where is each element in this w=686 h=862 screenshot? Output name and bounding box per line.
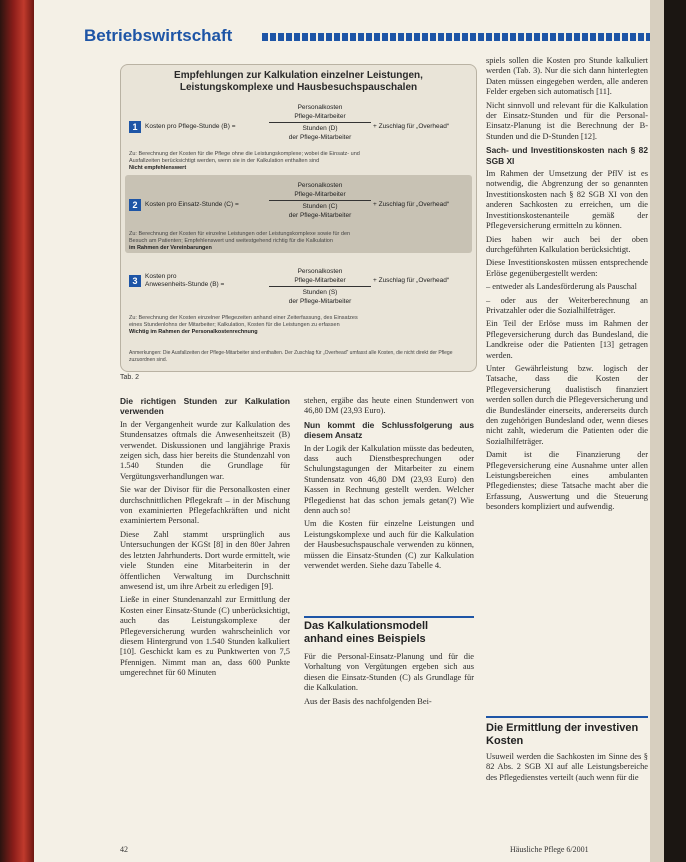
text-column-3 (486, 56, 648, 700)
page-number: 42 (120, 845, 128, 854)
paragraph: Um die Kosten für einzelne Leistungen und Leistungskomplexe und auch für die Kalkulation der Hausbesuchspauschale verwenden zu können, müssen die Einsatz-Stunden (C) zur Kalkulation verwendet werden. Siehe dazu Tabelle 4. (304, 519, 474, 571)
paragraph: Aus der Basis des nachfolgenden Bei- (304, 696, 432, 706)
subheading: Nun kommt die Schlussfolgerung aus diesem Ansatz (304, 419, 474, 441)
paragraph: Damit ist die Finanzierung der Pflegeversicherung eine Ausnahme unter allen Leistungsbereichen eines ambulanten Pflegedienstes; diese Tatsache macht aber die Erfassung, Auswertung und die Steuerung besonders kompliziert und aufwendig. (486, 450, 648, 512)
paragraph: Unter Gewährleistung bzw. logisch der Tatsache, dass die Kosten der Pflegeversicherung dualistisch finanziert werden sollen durch die Pflegeversicherung und die Bundesländer einerseits, andererseits durch den zugehörigen Bundesland oder, wenn dieses nicht zahlt, wiederum die Patienten oder die Sozialhilfeträger. (486, 363, 648, 446)
paragraph: spiels sollen die Kosten pro Stunde kalkuliert werden (Tab. 3). Nur die sich dann hinterlegten Daten müssen eingegeben werden, alle anderen Felder ergeben sich automatisch [11]. (486, 56, 648, 97)
text-column-2 (304, 396, 474, 618)
paragraph: Sie war der Divisor für die Personalkosten einer durchschnittlichen Pflegekraft – in der Mischung von examinierten Pflegefachkräften und nicht examiniertem Personal. (120, 485, 290, 526)
magazine-footer: Häusliche Pflege 6/2001 (510, 845, 589, 854)
section-title: Betriebswirtschaft (84, 26, 233, 45)
section-heading-3: Die Ermittlung der investiven Kosten (486, 722, 639, 747)
fraction: Personalkosten Pflege-Mitarbeiter Stunden (S) der Pflege-Mitarbeiter (265, 267, 375, 306)
paragraph: – entweder als Landesförderung als Pauschal (486, 282, 637, 292)
paragraph: Dies haben wir auch bei der oben durchgeführten Kalkulation berücksichtigt. (486, 234, 648, 254)
header-stripe (262, 33, 650, 41)
paragraph: – oder aus der Weiterberechnung an Privatzahler oder die Sozialhilfeträger. (486, 295, 648, 315)
paragraph: Ließe in einer Stundenanzahl zur Ermittlung der Kosten einer Einsatz-Stunde (C) unberücksichtigt, auch das Leistungskomplexe der Pflegeversicherung wurden wahrscheinlich vor diesem Hintergrund von 1.540 Stunden kalkuliert [10]. Geschickt kam es zu Punktwerten von 7,5 Pfennigen. Nimmt man an, dass 600 Punkte umgerechnet für 60 Minuten (120, 595, 290, 678)
section-header (84, 26, 650, 48)
paragraph: Usuweil werden die Sachkosten im Sinne des § 82 Abs. 2 SGB XI auf alle Leistungsbereiche des Pflegedienstes verteilt (auch wenn für die (486, 752, 648, 782)
box-remarks: Anmerkungen: Die Ausfallzeiten der Pflege-Mitarbeiter sind enthalten. Der Zuschlag für „Overhead“ umfasst alle Kosten, die nicht direkt der Pflege zuzuordnen sind. (129, 350, 453, 363)
paragraph: stehen, ergäbe das heute einen Stundenwert von 46,80 DM (23,93 Euro). (304, 396, 474, 416)
subheading: Die richtigen Stunden zur Kalkulation verwenden (120, 396, 290, 417)
book-spine (0, 0, 34, 862)
paragraph: In der Logik der Kalkulation müsste das bedeuten, dass auch Dienstbesprechungen oder Schulungstagungen der Mitarbeiter zu einem Stundensatz von 46,80 DM (23,93 Euro) den Kassen in Rechnung gestellt werden. Welcher Pflegedienst hat das schon jemals getan(?) Wie denn auch so! (304, 443, 474, 516)
fraction: Personalkosten Pflege-Mitarbeiter Stunden (C) der Pflege-Mitarbeiter (265, 181, 375, 220)
paragraph: Nicht sinnvoll und relevant für die Kalkulation der Einsatz-Stunden und für die Personal-Einsatz-Planung ist die Berechnung der B-Stunden und die D-Stunden [12]. (486, 100, 648, 141)
paragraph: Im Rahmen der Umsetzung der PflV ist es notwendig, die Abgrenzung der so genannten Investitionskosten nach § 82 SGB XI von den anderen Sachkosten zu erreichen, um die Investitionskostenanteile gemäß der Pflegeversicherung ermitteln zu können. (486, 169, 648, 231)
paragraph: Diese Investitionskosten müssen entsprechende Erlöse gegenübergestellt werden: (486, 258, 648, 278)
text-column-3b (486, 752, 648, 836)
recommendation-box (120, 64, 477, 372)
note: Zu: Berechnung der Kosten einzelner Pflegezeiten anhand einer Zeiterfassung, des Einsatzes eines Stundenlohns der Mitarbeiter; Kalkulation, Kosten für die Leistungen zu erfassen Wichtig im Rahmen der Personalkostenrechnung (129, 315, 358, 335)
box-title: Empfehlungen zur Kalkulation einzelner Leistungen, Leistungskomplexe und Hausbesuchspauschalen (174, 70, 423, 93)
text-column-1 (120, 396, 290, 836)
formula-row-3: 3 Kosten pro Anwesenheits-Stunde (B) = Personalkosten Pflege-Mitarbeiter Stunden (S) der Pflege-Mitarbeiter + Zuschlag für „Overhead“ Zu: Berechnung der Kosten einzelner Pflegezeiten anhand einer Zeiterfassung, des Einsatzes eines Stundenlohns der Mitarbeiter; Kalkulation, Kosten für die Leistungen zu erfassen Wichtig im Rahmen der Personalkostenrechnung (125, 261, 472, 341)
heading-rule (486, 716, 648, 718)
paragraph: In der Vergangenheit wurde zur Kalkulation des Stundensatzes oftmals die Anwesenheitszeit (B) verwendet. Diskussionen und langjährige Praxis zeigen sich, dass hier bereits die Stundenzahl von 1.540 Stunden die Grundlage für Vergütungsverhandlungen war. (120, 419, 290, 481)
heading-rule (304, 616, 474, 618)
paragraph: Diese Zahl stammt ursprünglich aus Untersuchungen der KGSt [8] in den 80er Jahren des letzten Jahrhunderts. Dort wurde ermittelt, wie viele Stunden eine Mitarbeiterin in der öffentlichen Verwaltung im Durchschnitt anwesend ist, um ihre Arbeit zu erledigen [9]. (120, 529, 290, 591)
paragraph: Ein Teil der Erlöse muss im Rahmen der Pflegeversicherung durch das Bundesland, die Landkreise oder die Patienten [13] getragen werden. (486, 319, 648, 360)
formula-row-1: 1 Kosten pro Pflege-Stunde (B) = Personalkosten Pflege-Mitarbeiter Stunden (D) der Pflege-Mitarbeiter + Zuschlag für „Overhead“ Zu: Berechnung der Kosten für die Pflege ohne die Leistungskomplexe; wobei die Einsatz- und Ausfallzeiten berücksichtigt werden, wenn sie in der Kalkulation enthalten sind Nicht empfehlenswert (125, 101, 472, 171)
table-label: Tab. 2 (120, 374, 140, 381)
note: Zu: Berechnung der Kosten für einzelne Leistungen oder Leistungskomplexe sowie für den Besuch am Patienten; Empfehlenswert und weitestgehend richtig für die Kalkulation im Rahmen der Vereinbarungen (129, 231, 351, 251)
paragraph: Für die Personal-Einsatz-Planung und für die Vorhaltung von Vergütungen ergeben sich aus diesen die Einsatz-Stunden (C) als Grundlage für die Kalkulation. (304, 652, 474, 693)
section-heading-2: Das Kalkulationsmodell anhand eines Beispiels (304, 620, 429, 645)
text-column-2b (304, 652, 474, 838)
next-page-edge (650, 0, 686, 862)
subheading: Sach- und Investitionskosten nach § 82 SGB XI (486, 145, 648, 166)
fraction: Personalkosten Pflege-Mitarbeiter Stunden (D) der Pflege-Mitarbeiter (265, 103, 375, 142)
note: Zu: Berechnung der Kosten für die Pflege ohne die Leistungskomplexe; wobei die Einsatz- und Ausfallzeiten berücksichtigt werden, wenn sie in der Kalkulation enthalten sind Nicht empfehlenswert (129, 151, 360, 171)
formula-row-2: 2 Kosten pro Einsatz-Stunde (C) = Personalkosten Pflege-Mitarbeiter Stunden (C) der Pflege-Mitarbeiter + Zuschlag für „Overhead“ Zu: Berechnung der Kosten für einzelne Leistungen oder Leistungskomplexe sowie für den Besuch am Patienten; Empfehlenswert und weitestgehend richtig für die Kalkulation im Rahmen der Vereinbarungen (125, 175, 472, 253)
